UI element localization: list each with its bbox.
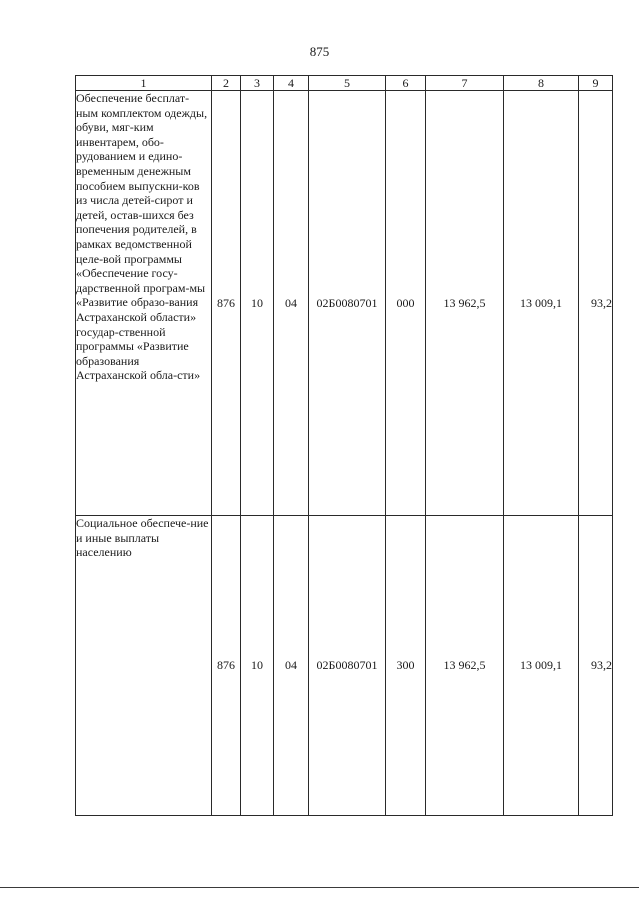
header-col-5: 5 — [309, 76, 386, 91]
subsection-code: 04 — [274, 91, 309, 516]
bottom-rule — [0, 887, 639, 888]
header-col-7: 7 — [426, 76, 504, 91]
header-col-2: 2 — [212, 76, 241, 91]
planned-amount: 13 962,5 — [426, 516, 504, 816]
page-number: 875 — [309, 44, 330, 59]
expense-type-code: 300 — [386, 516, 426, 816]
header-col-3: 3 — [241, 76, 274, 91]
target-article-code: 02Б0080701 — [309, 91, 386, 516]
table-row — [76, 516, 613, 816]
planned-amount: 13 962,5 — [426, 91, 504, 516]
header-col-8: 8 — [504, 76, 579, 91]
table-row — [76, 91, 613, 516]
expense-type-code: 000 — [386, 91, 426, 516]
section-code: 10 — [241, 91, 274, 516]
execution-percent: 93,2 — [579, 91, 613, 516]
budget-table — [75, 75, 613, 816]
table-header-row — [76, 76, 613, 91]
header-col-4: 4 — [274, 76, 309, 91]
row-description: Социальное обеспече-ние и иные выплаты населению — [76, 516, 212, 816]
ministry-code: 876 — [212, 516, 241, 816]
execution-percent: 93,2 — [579, 516, 613, 816]
executed-amount: 13 009,1 — [504, 516, 579, 816]
executed-amount: 13 009,1 — [504, 91, 579, 516]
header-col-1: 1 — [76, 76, 212, 91]
section-code: 10 — [241, 516, 274, 816]
ministry-code: 876 — [212, 91, 241, 516]
header-col-9: 9 — [579, 76, 613, 91]
target-article-code: 02Б0080701 — [309, 516, 386, 816]
header-col-6: 6 — [386, 76, 426, 91]
subsection-code: 04 — [274, 516, 309, 816]
row-description: Обеспечение бесплат-ным комплектом одежды, обуви, мяг-ким инвентарем, обо-рудованием и едино-временным денежным пособием выпускни-ков из числа детей-сирот и детей, остав-шихся без попечения родителей, в рамках ведомственной целе-вой программы «Обеспечение госу-дарственной програм-мы «Развитие образо-вания Астраханской области» государ-ственной программы «Развитие образования Астраханской обла-сти» — [76, 91, 212, 516]
